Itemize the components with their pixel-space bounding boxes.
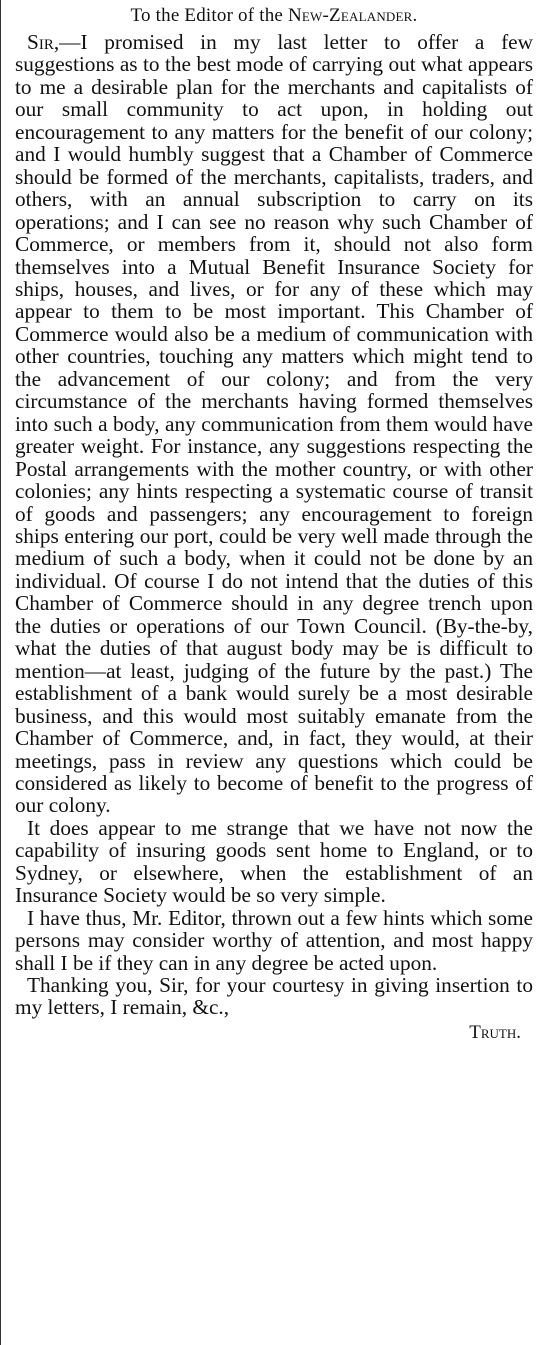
letter-paragraph-4: Thanking you, Sir, for your courtesy in giving insertion to my letters, I remain, &c., bbox=[15, 973, 533, 1020]
letter-heading bbox=[15, 5, 533, 27]
paragraph-1-text: —I promised in my last letter to offer a few suggestions as to the best mode of carrying out what appears to me a desirable plan for the merchants and capitalists of our small community to act upon, in holding out encouragement to any matters for the benefit of our colony; and I would humbly suggest that a Chamber of Commerce should be formed of the merchants, capitalists, traders, and others, with an annual subscription to carry on its operations; and I can see no reason why such Chamber of Commerce, or members from it, should not also form themselves into a Mutual Benefit Insurance Society for ships, houses, and lives, or for any of these which may appear to them to be most important. This Chamber of Commerce would also be a medium of communication with other countries, touching any matters which might tend to the advancement of our colony; and from the very circumstance of the merchants having formed themselves into such a body, any communication from them would have greater weight. For instance, any suggestions respecting the Postal arrangements with the mother country, or with other colonies; any hints respecting a systematic course of transit of goods and passengers; any encouragement to foreign ships entering our port, could be very well made through the medium of such a body, when it could not be done by an individual. Of course I do not intend that the duties of this Chamber of Commerce should in any degree trench upon the duties or operations of our Town Council. (By-the-by, what the duties of that august body may be is difficult to mention—at least, judging of the future by the past.) The establishment of a bank would surely be a most desirable business, and this would most suitably emanate from the Chamber of Commerce, and, in fact, they would, at their meetings, pass in review any questions which could be considered as likely to become of benefit to the progress of our colony. bbox=[15, 30, 533, 818]
letter-paragraph-3: I have thus, Mr. Editor, thrown out a few hints which some persons may consider worthy of attention, and most happy shall I be if they can in any degree be acted upon. bbox=[15, 905, 533, 975]
salutation: Sir, bbox=[27, 30, 60, 54]
letter-paragraph-1 bbox=[15, 31, 533, 817]
newspaper-name: New-Zealander. bbox=[288, 5, 418, 26]
signature: Truth. bbox=[469, 1021, 521, 1043]
letter-paragraph-2: It does appear to me strange that we have not now the capability of insuring goods sent home to England, or to Sydney, or elsewhere, when the establishment of an Insurance Society would be so very simple. bbox=[15, 815, 533, 908]
heading-prefix: To the Editor of the bbox=[130, 5, 284, 26]
